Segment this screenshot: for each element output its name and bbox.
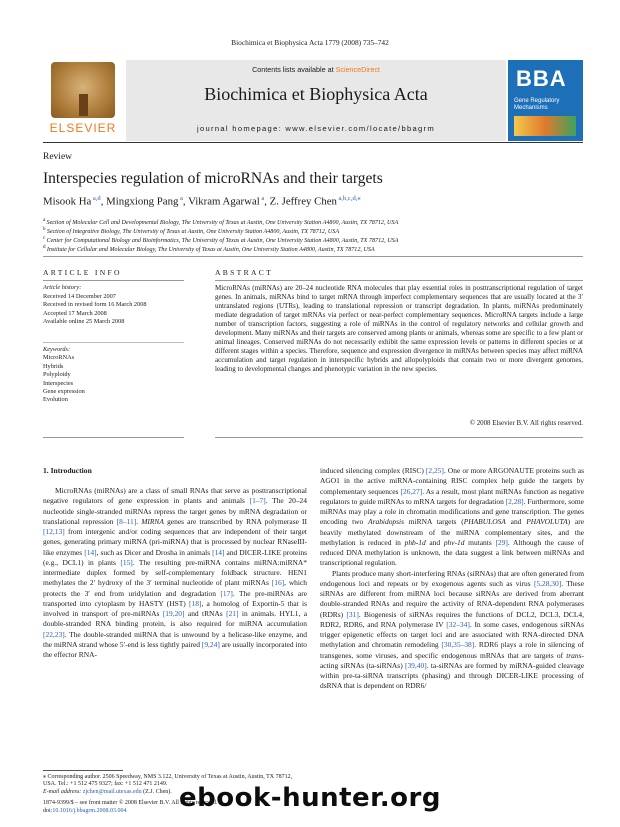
body-text: , such as Dicer and Drosha in animals bbox=[96, 547, 213, 557]
journal-citation: Biochimica et Biophysica Acta 1779 (2008) 735–742 bbox=[231, 38, 389, 47]
author-separator: , bbox=[264, 195, 270, 208]
author-affiliation-mark[interactable]: a,b,c,d,⁎ bbox=[336, 195, 361, 202]
citation-link[interactable]: [22,23] bbox=[43, 629, 65, 639]
elsevier-trunk bbox=[79, 94, 88, 116]
copyright: © 2008 Elsevier B.V. All rights reserved. bbox=[469, 420, 583, 427]
citation-link[interactable]: [39,40] bbox=[404, 660, 427, 670]
cover-image bbox=[514, 116, 576, 136]
body-text: . RDR6 plays a role in silencing of transgenes, some viruses, and specific endogenous mRNAs that are targets of bbox=[320, 640, 584, 660]
affiliation-mark: c bbox=[43, 235, 47, 241]
body-text: and bbox=[505, 517, 527, 527]
keywords bbox=[43, 346, 184, 405]
body-text: . bbox=[136, 516, 142, 526]
body-text: . These siRNAs are different from miRNA loci because siRNAs are derived from aberrant double-stranded RNAs and require the activity of RNA-dependent RNA polymerases (RDRs) bbox=[320, 578, 585, 619]
front-matter: 1874-9399/$ – see front matter © 2008 Elsevier B.V. All rights reserved. bbox=[43, 800, 218, 806]
citation-link[interactable]: [8–11] bbox=[116, 516, 137, 526]
abstract-rule bbox=[215, 280, 583, 281]
body-text: . The pre-miRNAs are transported into cytoplasm by HASTY (HST) bbox=[43, 588, 308, 608]
affiliation-text: Center for Computational Biology and Bioinformatics, The University of Texas at Austin, One University Station A4800, Austin, TX 78712, USA bbox=[46, 238, 399, 245]
history-item: Available online 25 March 2008 bbox=[43, 318, 125, 326]
doi-link[interactable]: 10.1016/j.bbagrm.2008.03.004 bbox=[52, 808, 127, 814]
keyword-item: Evolution bbox=[43, 396, 68, 404]
italic-text: MIRNA bbox=[141, 516, 164, 526]
abstract-text: MicroRNAs (miRNAs) are 20–24 nucleotide RNA molecules that play essential roles in posttranscriptional regulation of target genes. In animals, miRNAs bind to target mRNA through imperfect complementary sequences that are usually located at the 3′ untranslated regions (UTRs), leading to translational repression or transcript degradation. In plants, miRNAs predominately mediate degradation of target mRNAs via perfect or near-perfect complementary sequences. MicroRNA targets include a large number of transcription factors, suggesting a role of miRNAs in the control of regulatory networks and cellular growth and development. Many miRNAs and their targets are conserved among plants or animals, whereas some are specific to a few plant or animal lineages. Conserved miRNAs do not necessarily exhibit the same expression levels or patterns in different species or at different stages within a species. Therefore, sequence and expression divergence in miRNAs between species may affect miRNA accumulation and target regulation in interspecific hybrids and allopolyploids that contain two or more divergent genomes, leading to developmental changes and phenotypic variation in the new species. bbox=[215, 284, 583, 373]
citation-link[interactable]: [9,24] bbox=[201, 639, 220, 649]
footnote-rule bbox=[43, 770, 123, 771]
keyword-item: Hybrids bbox=[43, 362, 64, 370]
doi-label: doi: bbox=[43, 808, 53, 814]
citation-link[interactable]: [16] bbox=[271, 578, 285, 588]
elsevier-logo bbox=[43, 60, 123, 141]
journal-cover bbox=[508, 60, 583, 141]
article-history bbox=[43, 284, 184, 327]
body-text: from intergenic and/or coding sequences that are independent of their target genes, generating primary miRNA (pri-miRNA) that is processed by nuclear RNaseIII-like enzymes bbox=[43, 527, 307, 557]
history-item: Received 14 December 2007 bbox=[43, 292, 116, 300]
author-separator: , bbox=[182, 195, 189, 208]
affiliation bbox=[43, 226, 339, 235]
keyword-item: Interspecies bbox=[43, 379, 74, 387]
citation-link[interactable]: [26,27] bbox=[400, 486, 423, 496]
body-text: mutants bbox=[464, 537, 496, 547]
contents-prefix: Contents lists available at bbox=[252, 65, 334, 74]
author-name: Z. Jeffrey Chen bbox=[269, 195, 337, 208]
author-name: Vikram Agarwal bbox=[188, 195, 260, 208]
email-suffix: (Z.J. Chen). bbox=[141, 788, 172, 795]
body-text: , which protects the 3′ end from uridylation and degradation bbox=[43, 578, 307, 598]
citation-link[interactable]: [12,13] bbox=[43, 527, 65, 536]
body-text: Plants produce many short-interfering RNAs (siRNAs) that are often generated from endogenous loci and repeats or by exogenous agents such as virus bbox=[320, 568, 584, 588]
italic-text: Arabidopsis bbox=[368, 517, 404, 527]
citation-link[interactable]: [2,28] bbox=[505, 496, 524, 506]
citation-link[interactable]: [14] bbox=[212, 547, 225, 557]
abstract-end-rule bbox=[215, 437, 583, 438]
elsevier-wordmark: ELSEVIER bbox=[49, 121, 117, 135]
body-text: . Biogenesis of siRNAs requires the functions of DCL2, DCL3, DCL4, RDR2, RDR6, and RNA polymerase IV bbox=[320, 609, 584, 629]
section-heading: 1. Introduction bbox=[43, 466, 92, 475]
body-text: MicroRNAs (miRNAs) are a class of small RNAs that serve as posttranscriptional negative regulators of gene expression in plants and animals bbox=[43, 486, 307, 506]
citation-link[interactable]: [18] bbox=[189, 598, 202, 608]
article-info-end-rule bbox=[43, 437, 184, 438]
body-text: . Furthermore, some miRNAs may play a role in chromatin modifications and gene transcription. The genes encoding two bbox=[320, 496, 584, 527]
citation-link[interactable]: [2,25] bbox=[425, 466, 444, 475]
abstract-heading: ABSTRACT bbox=[215, 268, 274, 277]
body-text: in animals. HYL1, a double-stranded RNA binding protein, is also required for miRNA accumulation bbox=[43, 609, 307, 629]
body-text: . As a result, most plant miRNAs function as negative regulators to guide miRNAs to mRNA targets for degradation bbox=[320, 486, 584, 506]
italic-text: phb-1d bbox=[404, 537, 426, 547]
citation-link[interactable]: [1–7] bbox=[249, 496, 266, 506]
history-label: Article history: bbox=[43, 284, 82, 291]
contents-line bbox=[126, 65, 506, 74]
affiliation-mark: b bbox=[43, 226, 47, 232]
author-affiliation-mark[interactable]: a,d bbox=[91, 195, 101, 202]
email-link[interactable]: zjchen@mail.utexas.edu bbox=[82, 788, 142, 795]
affiliation-text: Section of Molecular Cell and Developmental Biology, The University of Texas at Austin, One University Station A4800, Austin, TX 78712, USA bbox=[46, 220, 399, 227]
paragraph bbox=[320, 466, 584, 569]
article-info-rule bbox=[43, 280, 184, 281]
body-text: . In some cases, endogenous siRNAs trigger epigenetic effects on target loci and are associated with RNA-directed DNA methylation and chromatin remodeling bbox=[320, 619, 584, 650]
citation-link[interactable]: [17] bbox=[220, 588, 233, 598]
watermark: ebook-hunter.org bbox=[179, 783, 441, 813]
author-name: Mingxiong Pang bbox=[106, 195, 179, 208]
body-text: and tRNAs bbox=[184, 609, 227, 618]
body-text: . The resulting pre-miRNA contains miRNA:miRNA* intermediate duplex formed by self-complementary foldback structure. HEN1 methylates the 2′ hydroxy of the 3′ terminal nucleotide of plant miRNAs bbox=[43, 557, 307, 588]
citation-link[interactable]: [30,35–38] bbox=[441, 640, 475, 650]
cover-acronym: BBA bbox=[516, 66, 567, 91]
citation-link[interactable]: [31] bbox=[346, 609, 359, 619]
body-text: . One or more ARGONAUTE proteins such as AGO1 in the active miRNA-containing RISC complex help guide the targets by complementary sequences bbox=[320, 466, 584, 496]
cover-subtitle: Gene Regulatory Mechanisms bbox=[514, 98, 560, 111]
body-text: . The double-stranded miRNA that is unwound by a helicase-like enzyme, and the miRNA strand whose 5′-end is less tightly paired bbox=[43, 629, 307, 649]
body-text: . The 20–24 nucleotide single-stranded miRNAs repress the target genes by mRNA degradation or translational repression bbox=[43, 496, 307, 526]
corresponding-author-note: ⁎ Corresponding author. 2506 Speedway, NMS 3.122, University of Texas at Austin, Austin, TX 78712, USA. Tel.: +1 512 475 9327; fax: +1 512 471 2149. bbox=[43, 774, 293, 788]
affiliation bbox=[43, 235, 398, 244]
italic-text: PHAVOLUTA bbox=[526, 517, 568, 527]
citation-link[interactable]: [19,20] bbox=[162, 609, 185, 618]
body-text: -acting siRNAs (ta-siRNAs) bbox=[320, 650, 584, 670]
body-text: and bbox=[425, 537, 444, 547]
affiliation bbox=[43, 244, 375, 253]
body-text: , a homolog of Exportin-5 that is involved in transport of pre-miRNAs bbox=[43, 598, 308, 618]
paragraph bbox=[43, 486, 307, 660]
affiliation-text: Institute for Cellular and Molecular Biology, The University of Texas at Austin, One University Station A4800, Austin, TX 78712, USA bbox=[46, 247, 375, 254]
history-item: Accepted 17 March 2008 bbox=[43, 309, 107, 317]
header-rule bbox=[43, 142, 583, 143]
article-title: Interspecies regulation of microRNAs and their targets bbox=[43, 170, 383, 187]
paragraph bbox=[320, 569, 584, 692]
email-label: E-mail address: bbox=[43, 788, 82, 795]
body-column-right bbox=[320, 466, 584, 692]
body-text: genes are transcribed by RNA polymerase II bbox=[163, 516, 307, 526]
citation-link[interactable]: [14] bbox=[84, 547, 97, 557]
affiliation bbox=[43, 217, 398, 226]
citation-link[interactable]: [15] bbox=[120, 557, 133, 567]
journal-homepage[interactable]: journal homepage: www.elsevier.com/locate/bbagrm bbox=[197, 124, 435, 133]
italic-text: trans bbox=[566, 650, 582, 660]
author-affiliation-mark[interactable]: a bbox=[259, 195, 265, 202]
sciencedirect-link[interactable]: ScienceDirect bbox=[335, 65, 380, 74]
body-text: are usually incorporated into the effector RNA- bbox=[43, 639, 308, 659]
citation-link[interactable]: [32–34] bbox=[446, 619, 470, 629]
affiliation-text: Section of Integrative Biology, The University of Texas at Austin, One University Station A4800, Austin, TX 78712, USA bbox=[46, 229, 340, 236]
citation-link[interactable]: [5,28,30] bbox=[533, 578, 562, 588]
journal-name: Biochimica et Biophysica Acta bbox=[204, 84, 428, 104]
body-text: induced silencing complex (RISC) bbox=[320, 466, 426, 475]
body-text: miRNA targets ( bbox=[403, 517, 464, 527]
italic-text: PHABULOSA bbox=[463, 517, 506, 527]
keyword-item: Gene expression bbox=[43, 388, 85, 396]
keywords-label: Keywords: bbox=[43, 346, 71, 353]
body-column-left bbox=[43, 486, 307, 660]
author-separator: , bbox=[100, 195, 107, 208]
article-type: Review bbox=[43, 152, 73, 162]
body-text: ) are heavily methylated downstream of the miRNA complementary sites, and the methylation is reduced in bbox=[320, 517, 584, 547]
italic-text: phv-1d bbox=[443, 537, 465, 547]
author-name: Misook Ha bbox=[43, 195, 92, 208]
article-info-divider bbox=[43, 342, 184, 343]
body-text: . ta-siRNAs are formed by miRNA-guided cleavage within pre-ta-siRNA transcripts (phasing) and through DICER-LIKE processing of dsRNA that is dependent on RDR6/ bbox=[320, 660, 584, 691]
citation-link[interactable]: [29] bbox=[495, 537, 508, 547]
citation-link[interactable]: [21] bbox=[226, 609, 239, 618]
affiliation-rule bbox=[43, 256, 583, 257]
body-text: and DICER-LIKE proteins (e.g., DCL1) in plants bbox=[43, 547, 307, 567]
author-affiliation-mark[interactable]: a bbox=[178, 195, 183, 202]
affiliation-mark: d bbox=[43, 244, 47, 250]
affiliation-mark: a bbox=[43, 217, 47, 223]
article-info-heading: ARTICLE INFO bbox=[43, 268, 122, 277]
history-item: Received in revised form 16 March 2008 bbox=[43, 301, 147, 309]
keyword-item: Polyploidy bbox=[43, 371, 71, 379]
body-text: . Although the cause of reduced DNA methylation is unknown, the data suggest a link between miRNAs and transcriptional regulation. bbox=[320, 537, 584, 568]
author-list bbox=[43, 194, 361, 208]
keyword-item: MicroRNAs bbox=[43, 354, 75, 362]
